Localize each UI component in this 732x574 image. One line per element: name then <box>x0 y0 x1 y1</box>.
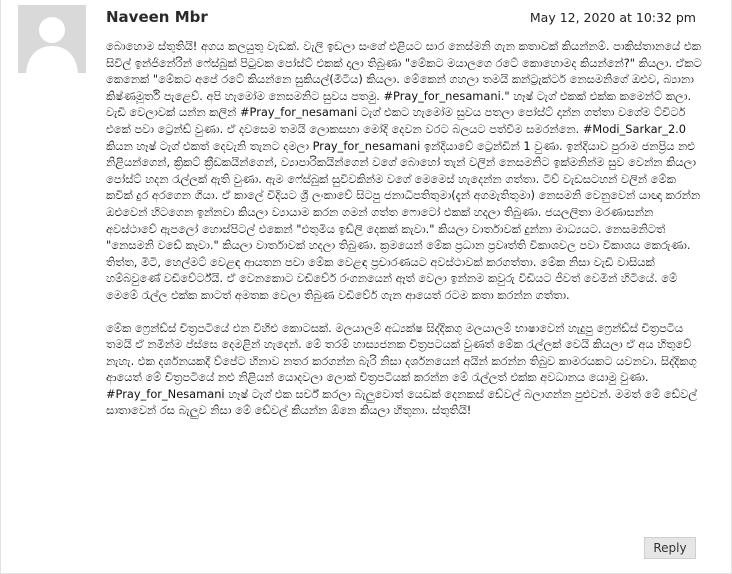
comment-paragraph: බොහොම ස්තුතියි! අගය කලයුතු වැඩක්. වැලි ඉඩලා සංගේ එළියට සාර නෙස්මනි ගැන කතාවක් කියන්නම්. පාකිස්තානයේ එක සිවිල් ඉන්ජිනේරින් ෆේස්බුක් පිටුවක පෝස්ට් එකක් දාලා තිබුණා "මේකට මයාලගෙ රටේ කොහොමද කියන්නේ?" කියලා. ඒකට කෙනෙක් "මේකට අපේ රටේ කියන්නෙ සුකියල්(මීටිය) කියලා. මේකෙන් ගහලා තමයි කන්ට්‍රැක්ටර් නෙසමනිගේ ඔළුව, බ්‍යානා කිෂ්ණමූර්ති පැළෙව්. අපි හැමෝම නෙසමනිට සුවය පතමු. #Pray_for_nesamani." හෑෂ් ටැග් එකක් එක්ක කමෙන්ට් කලා. වැඩි වෙලාවක් යන්න කලින් #Pray_for_nesamani ටැග් එකට හැමෝම සුවය පතලා පෝස්ට් දාන්න ගත්තා වගේම ට්විටර් එකේ පවා ට්‍රෙන්ඩ් වුණා. ඒ දවසෙම තමයි ලොකසභා මෝදි දෙවන වරට බලයට පත්වීම සමරන්නෙ. #Modi_Sarkar_2.0 කියන හෑෂ් ටැග් එකත් දෙවැනි තැනට දමලා Pray_for_nesamani ඉන්දියාවේ ට්‍රෙන්ඩින් 1 වුණා. ඉන්දියාව පුරාම ජනප්‍රිය නළු නිළියන්ගෙන්, ක්‍රිකට් ක්‍රීඩකයින්ගෙන්, ව්‍යාපාරිකයින්ගෙන් වගේ බොහෝ තැන් වලින් නෙසමනිට ඉක්මනින්ම සුව වෙන්න කියලා පෝස්ට් හදන රැල්ලක් ඇති වුණා. ඇම ෆේස්බුක් සුවිවකින්ම වගේ මෙමෙස් හැදෙන්න ගත්තා. ටිව් වැඩසටහන් වලින් මේක කවික් දුර අරගෙන ගියා. ඒ කාලේ විදියට ශ්‍රී ලංකාවේ සිටපු ජනාධිපතිතුමා(දැන් අගමැතිතුමා) නෙසමනි වෙනුවෙන් යාඥා කරන්න ඔළුවෙන් හිටගෙන ඉන්නවා කියලා ව්‍යායාම කරන ගමන් ගත්ත ෆොටෝ එකක් හදලා තිබුණා. ජයලලිතා මරණාසන්න අවස්ථාවේ ඇපලෝ හොස්පිටල් එකෙන් "එතුමිය ඉඩ්ලි දෙකක් කැවා." කියලා වාර්තාවක් දුන්නා මාධ්‍යයට. නෙසමනිටත් "නෙසමනි වඩේ කෑවා." කියලා වාර්තාවක් හදලා තිබුණා. ක්‍රමයෙන් මේක ප්‍රධාන ප්‍රවෘත්ති විකාශවල පවා විකාශය කෙරුණා. තිත්ත, මිටි, හෙල්මට් වෙළඳ ආයතන පවා මේක වෙළඳ ප්‍රචාරණයට අවස්ථාවක් කරගත්තා. මේක නිසා වැඩි වාසියක් හම්බවුණේ වඩිවේර්ට්යි. ඒ වෙනකොට වඩිවේර් රංගනයෙන් ඈත් වෙලා ඉන්නම කවුරු විඩියට ජීවත් වෙමින් හිටියේ. මේ මෙමේ රැල්ල එක්ක කාටත් අමතක වෙලා තිබුණ වඩිවේර් ගැන ආයෙත් රටම කතා කරන්න ගත්තා. <box>106 39 702 302</box>
avatar[interactable] <box>18 5 86 73</box>
reply-button[interactable]: Reply <box>644 537 696 559</box>
comment-paragraph: මේක ෆ්‍රෙන්ඩ්ස් චිත්‍රපටියේ එන විහිළු කොටසක්. මලයාලම් අධ්‍යක්ෂ සිද්දිකගු මලයාලම් භාෂාවෙන් හැදුපු ෆ්‍රෙන්ඩ්ස් චිත්‍රපටිය තමයි ඒ නමින්ම ප්ස්සෙ දෙමළින් හැදෙන්. මේ තරම් හාස්‍යජනක චිත්‍රපටයක් වුණත් මේක රැල්ලක් වෙයි කියලා ඒ අය හිතුවේ නැහැ. එක දර්ශනයකදී ව්පේට හිනාව නතර කරගන්න බැරි නිසා දර්ශනයෙන් අයින් කරන්න තිබුව කාමරයකට යවනවා. සිද්දිකගු ආයෙත් මේ චිත්‍රපටියේ නළු නිළියන් යොදවලා ලොක් චිත්‍රපටියක් කරන්න මේ රැල්ලත් එක්ක අවධානය යොමු වුණා. #Pray_for_Nesamani හෑෂ් ටැග් එක සර්ච් කරලා බැලුවොත් යෙඩක් දෙනකස් ඩේවල් බලාගන්න පුළුවන්. මමත් මේ ඩේවල් සාතාවෙන් රස බැලුව නිසා මේ ඩේවල් කියන්න ඕනෙ කියලා හිතුනා. ස්තුතියි! <box>106 320 697 418</box>
user-silhouette-icon <box>18 5 86 73</box>
comment-author[interactable]: Naveen Mbr <box>106 8 208 26</box>
comment-date[interactable]: May 12, 2020 at 10:32 pm <box>529 10 696 25</box>
comment-body <box>106 38 706 435</box>
